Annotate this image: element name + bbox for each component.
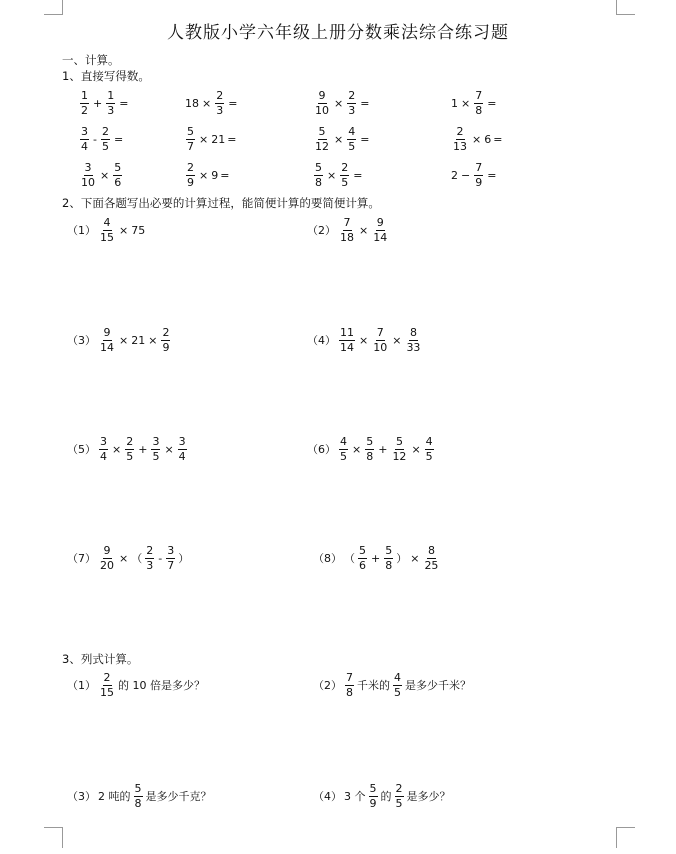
denominator: 4 — [81, 139, 88, 153]
numerator: 4 — [103, 215, 111, 229]
denominator: 20 — [100, 558, 114, 572]
left-paren: （ — [344, 552, 355, 565]
denominator: 12 — [315, 139, 329, 153]
operator: + — [378, 442, 388, 456]
fraction — [314, 126, 330, 153]
crop-mark-bottom-left — [44, 827, 63, 848]
denominator: 10 — [373, 340, 388, 354]
problem-label: （3） — [67, 790, 96, 803]
word-problem-1 — [66, 667, 206, 703]
denominator: 6 — [114, 175, 122, 189]
denominator: 5 — [340, 449, 347, 463]
question-text: 千米的 — [357, 679, 390, 692]
fraction — [372, 217, 388, 244]
denominator: 5 — [395, 796, 403, 810]
denominator: 6 — [359, 558, 366, 572]
numerator: 9 — [103, 325, 111, 339]
fraction — [178, 436, 187, 463]
fraction — [314, 162, 323, 189]
numerator: 4 — [394, 670, 401, 684]
numerator: 2 — [162, 325, 170, 339]
denominator: 5 — [348, 139, 356, 153]
operator: × — [359, 223, 369, 237]
fraction — [339, 436, 348, 463]
question-text: 的 — [380, 790, 392, 803]
problem-label: （4） — [313, 790, 342, 803]
equals: = — [360, 132, 370, 146]
denominator: 5 — [394, 685, 401, 699]
denominator: 4 — [100, 449, 107, 463]
fraction — [166, 545, 175, 572]
section-heading: 一、计算。 — [62, 53, 120, 67]
problem-label: （1） — [67, 679, 96, 692]
numerator: 2 — [126, 434, 134, 448]
left-paren: （ — [131, 552, 143, 565]
numerator: 9 — [103, 543, 111, 557]
numerator: 5 — [395, 434, 403, 448]
problem-6 — [306, 431, 436, 467]
fraction — [314, 90, 330, 117]
fraction — [151, 436, 160, 463]
numerator: 7 — [343, 215, 351, 229]
question-text: 是多少？ — [406, 790, 451, 803]
fraction — [340, 162, 349, 189]
equals: = — [119, 96, 129, 110]
fraction — [384, 545, 393, 572]
denominator: 7 — [187, 139, 194, 153]
operator: − — [461, 168, 471, 182]
fraction — [474, 162, 483, 189]
denominator: 8 — [346, 685, 353, 699]
problem-4 — [306, 322, 423, 358]
denominator: 14 — [373, 230, 388, 244]
denominator: 9 — [475, 175, 483, 189]
problem-label: （5） — [67, 443, 96, 456]
problem-label: （2） — [307, 224, 336, 237]
right-paren: ） — [396, 552, 408, 565]
equals: = — [360, 96, 370, 110]
denominator: 25 — [424, 558, 439, 572]
fraction — [80, 162, 96, 189]
fraction — [365, 436, 374, 463]
denominator: 4 — [178, 449, 186, 463]
numerator: 5 — [366, 434, 374, 448]
exercise-3d — [450, 158, 498, 192]
numerator: 9 — [376, 215, 384, 229]
denominator: 2 — [81, 103, 88, 117]
exercise-2a — [78, 122, 125, 156]
numerator: 1 — [107, 88, 115, 102]
operator: × — [148, 333, 158, 347]
problem-2 — [306, 212, 390, 248]
equals: = — [493, 132, 503, 146]
denominator: 3 — [216, 103, 224, 117]
numerator: 5 — [318, 124, 326, 138]
whole-number: 75 — [131, 223, 146, 237]
fraction — [80, 126, 89, 153]
fraction — [425, 436, 434, 463]
numerator: 3 — [178, 434, 186, 448]
whole-number: 2 — [451, 168, 458, 182]
fraction — [99, 436, 108, 463]
fraction — [347, 126, 356, 153]
fraction — [113, 162, 122, 189]
problem-label: （1） — [67, 224, 96, 237]
numerator: 7 — [346, 670, 353, 684]
numerator: 5 — [134, 781, 142, 795]
fraction — [395, 783, 404, 810]
exercise-3a — [78, 158, 124, 192]
numerator: 2 — [146, 543, 154, 557]
fraction — [145, 545, 154, 572]
operator: × — [327, 168, 337, 182]
denominator: 3 — [107, 103, 115, 117]
problem-label: （3） — [67, 334, 96, 347]
numerator: 9 — [318, 88, 326, 102]
numerator: 8 — [427, 543, 435, 557]
operator: × — [202, 96, 212, 110]
question-text: 2 吨的 — [98, 790, 131, 803]
fraction — [358, 545, 367, 572]
numerator: 7 — [475, 160, 483, 174]
fraction — [134, 783, 143, 810]
whole-number: 9 — [211, 168, 219, 182]
denominator: 10 — [315, 103, 329, 117]
denominator: 18 — [340, 230, 354, 244]
denominator: 9 — [187, 175, 194, 189]
operator: - — [93, 132, 97, 146]
fraction — [99, 545, 115, 572]
denominator: 14 — [340, 340, 354, 354]
operator: × — [410, 551, 420, 565]
numerator: 3 — [167, 543, 175, 557]
problem-label: （2） — [313, 679, 342, 692]
denominator: 10 — [81, 175, 95, 189]
operator: × — [119, 223, 129, 237]
exercise-2d — [450, 122, 503, 156]
fraction — [101, 126, 110, 153]
operator: × — [164, 442, 174, 456]
denominator: 15 — [100, 230, 114, 244]
exercise-2c — [312, 122, 371, 156]
operator: + — [93, 96, 103, 110]
equals: = — [487, 168, 497, 182]
problem-label: （8） — [313, 552, 342, 565]
numerator: 2 — [348, 88, 356, 102]
fraction — [125, 436, 134, 463]
exercise-3c — [312, 158, 364, 192]
fraction — [339, 327, 355, 354]
numerator: 7 — [376, 325, 384, 339]
problem-1 — [66, 212, 146, 248]
fraction — [423, 545, 439, 572]
equals: = — [228, 96, 238, 110]
denominator: 5 — [341, 175, 349, 189]
denominator: 13 — [453, 139, 467, 153]
denominator: 3 — [146, 558, 154, 572]
problem-8 — [312, 540, 441, 576]
numerator: 4 — [425, 434, 433, 448]
denominator: 9 — [369, 796, 377, 810]
denominator: 14 — [100, 340, 114, 354]
fraction — [215, 90, 224, 117]
operator: × — [461, 96, 471, 110]
word-problem-4 — [312, 778, 452, 814]
fraction — [161, 327, 170, 354]
operator: + — [371, 551, 381, 565]
problem-3 — [66, 322, 172, 358]
denominator: 7 — [167, 558, 175, 572]
fraction — [339, 217, 355, 244]
numerator: 5 — [359, 543, 366, 557]
fraction — [99, 327, 115, 354]
problem-label: （7） — [67, 552, 96, 565]
numerator: 2 — [216, 88, 224, 102]
exercise-1b — [184, 86, 239, 120]
operator: × — [119, 551, 129, 565]
numerator: 4 — [348, 124, 356, 138]
operator: × — [334, 96, 344, 110]
word-problem-2 — [312, 667, 472, 703]
part3-heading: 3、列式计算。 — [62, 652, 139, 666]
question-text: 是多少千克？ — [145, 790, 212, 803]
numerator: 5 — [114, 160, 122, 174]
numerator: 2 — [103, 670, 111, 684]
problem-7 — [66, 540, 190, 576]
equals: = — [227, 132, 237, 146]
problem-label: （6） — [307, 443, 336, 456]
numerator: 2 — [456, 124, 464, 138]
exercise-1c — [312, 86, 371, 120]
operator: × — [392, 333, 402, 347]
operator: × — [472, 132, 482, 146]
fraction — [186, 126, 195, 153]
denominator: 8 — [385, 558, 393, 572]
equals: = — [220, 168, 230, 182]
numerator: 2 — [341, 160, 349, 174]
fraction — [391, 436, 407, 463]
numerator: 11 — [340, 325, 354, 339]
numerator: 3 — [152, 434, 160, 448]
crop-mark-top-right — [616, 0, 635, 15]
operator: × — [411, 442, 421, 456]
fraction — [452, 126, 468, 153]
crop-mark-bottom-right — [616, 827, 635, 848]
question-text: 的 10 倍是多少？ — [118, 679, 205, 692]
whole-number: 1 — [451, 96, 458, 110]
denominator: 8 — [134, 796, 142, 810]
denominator: 8 — [315, 175, 322, 189]
numerator: 8 — [409, 325, 417, 339]
numerator: 4 — [340, 434, 347, 448]
whole-number: 18 — [185, 96, 199, 110]
numerator: 5 — [187, 124, 194, 138]
equals: = — [353, 168, 363, 182]
denominator: 5 — [152, 449, 160, 463]
operator: × — [199, 168, 209, 182]
problem-label: （4） — [307, 334, 336, 347]
numerator: 5 — [385, 543, 393, 557]
question-text: 3 个 — [344, 790, 366, 803]
exercise-1d — [450, 86, 498, 120]
exercise-3b — [184, 158, 230, 192]
equals: = — [487, 96, 497, 110]
numerator: 3 — [100, 434, 107, 448]
whole-number: 21 — [211, 132, 226, 146]
numerator: 1 — [81, 88, 88, 102]
operator: × — [334, 132, 344, 146]
equals: = — [113, 132, 124, 146]
denominator: 5 — [126, 449, 134, 463]
numerator: 3 — [84, 160, 92, 174]
exercise-2b — [184, 122, 237, 156]
fraction — [99, 217, 115, 244]
exercise-1a — [78, 86, 130, 120]
whole-number: 6 — [484, 132, 492, 146]
operator: × — [119, 333, 129, 347]
fraction — [393, 672, 402, 699]
denominator: 8 — [366, 449, 374, 463]
operator: × — [359, 333, 369, 347]
fraction — [345, 672, 354, 699]
denominator: 5 — [425, 449, 433, 463]
operator: × — [199, 132, 209, 146]
fraction — [186, 162, 195, 189]
problem-5 — [66, 431, 189, 467]
crop-mark-top-left — [44, 0, 63, 15]
fraction — [474, 90, 483, 117]
denominator: 12 — [392, 449, 407, 463]
denominator: 3 — [348, 103, 356, 117]
denominator: 8 — [475, 103, 483, 117]
numerator: 2 — [187, 160, 194, 174]
fraction — [405, 327, 421, 354]
denominator: 5 — [101, 139, 109, 153]
fraction — [347, 90, 356, 117]
fraction — [99, 672, 115, 699]
fraction — [372, 327, 388, 354]
part2-heading: 2、下面各题写出必要的计算过程，能简便计算的要简便计算。 — [62, 196, 380, 210]
word-problem-3 — [66, 778, 213, 814]
right-paren: ） — [178, 552, 190, 565]
fraction — [80, 90, 89, 117]
denominator: 15 — [100, 685, 114, 699]
whole-number: 21 — [131, 333, 146, 347]
fraction — [106, 90, 115, 117]
numerator: 2 — [101, 124, 109, 138]
operator: + — [138, 442, 148, 456]
operator: - — [158, 551, 163, 565]
question-text: 是多少千米？ — [405, 679, 471, 692]
operator: × — [352, 442, 362, 456]
operator: × — [100, 168, 110, 182]
numerator: 3 — [81, 124, 88, 138]
operator: × — [112, 442, 122, 456]
numerator: 5 — [369, 781, 377, 795]
numerator: 5 — [315, 160, 322, 174]
numerator: 7 — [475, 88, 483, 102]
fraction — [369, 783, 378, 810]
part1-heading: 1、直接写得数。 — [62, 69, 150, 83]
denominator: 9 — [162, 340, 170, 354]
page-title: 人教版小学六年级上册分数乘法综合练习题 — [167, 23, 509, 43]
numerator: 2 — [395, 781, 403, 795]
denominator: 33 — [406, 340, 421, 354]
